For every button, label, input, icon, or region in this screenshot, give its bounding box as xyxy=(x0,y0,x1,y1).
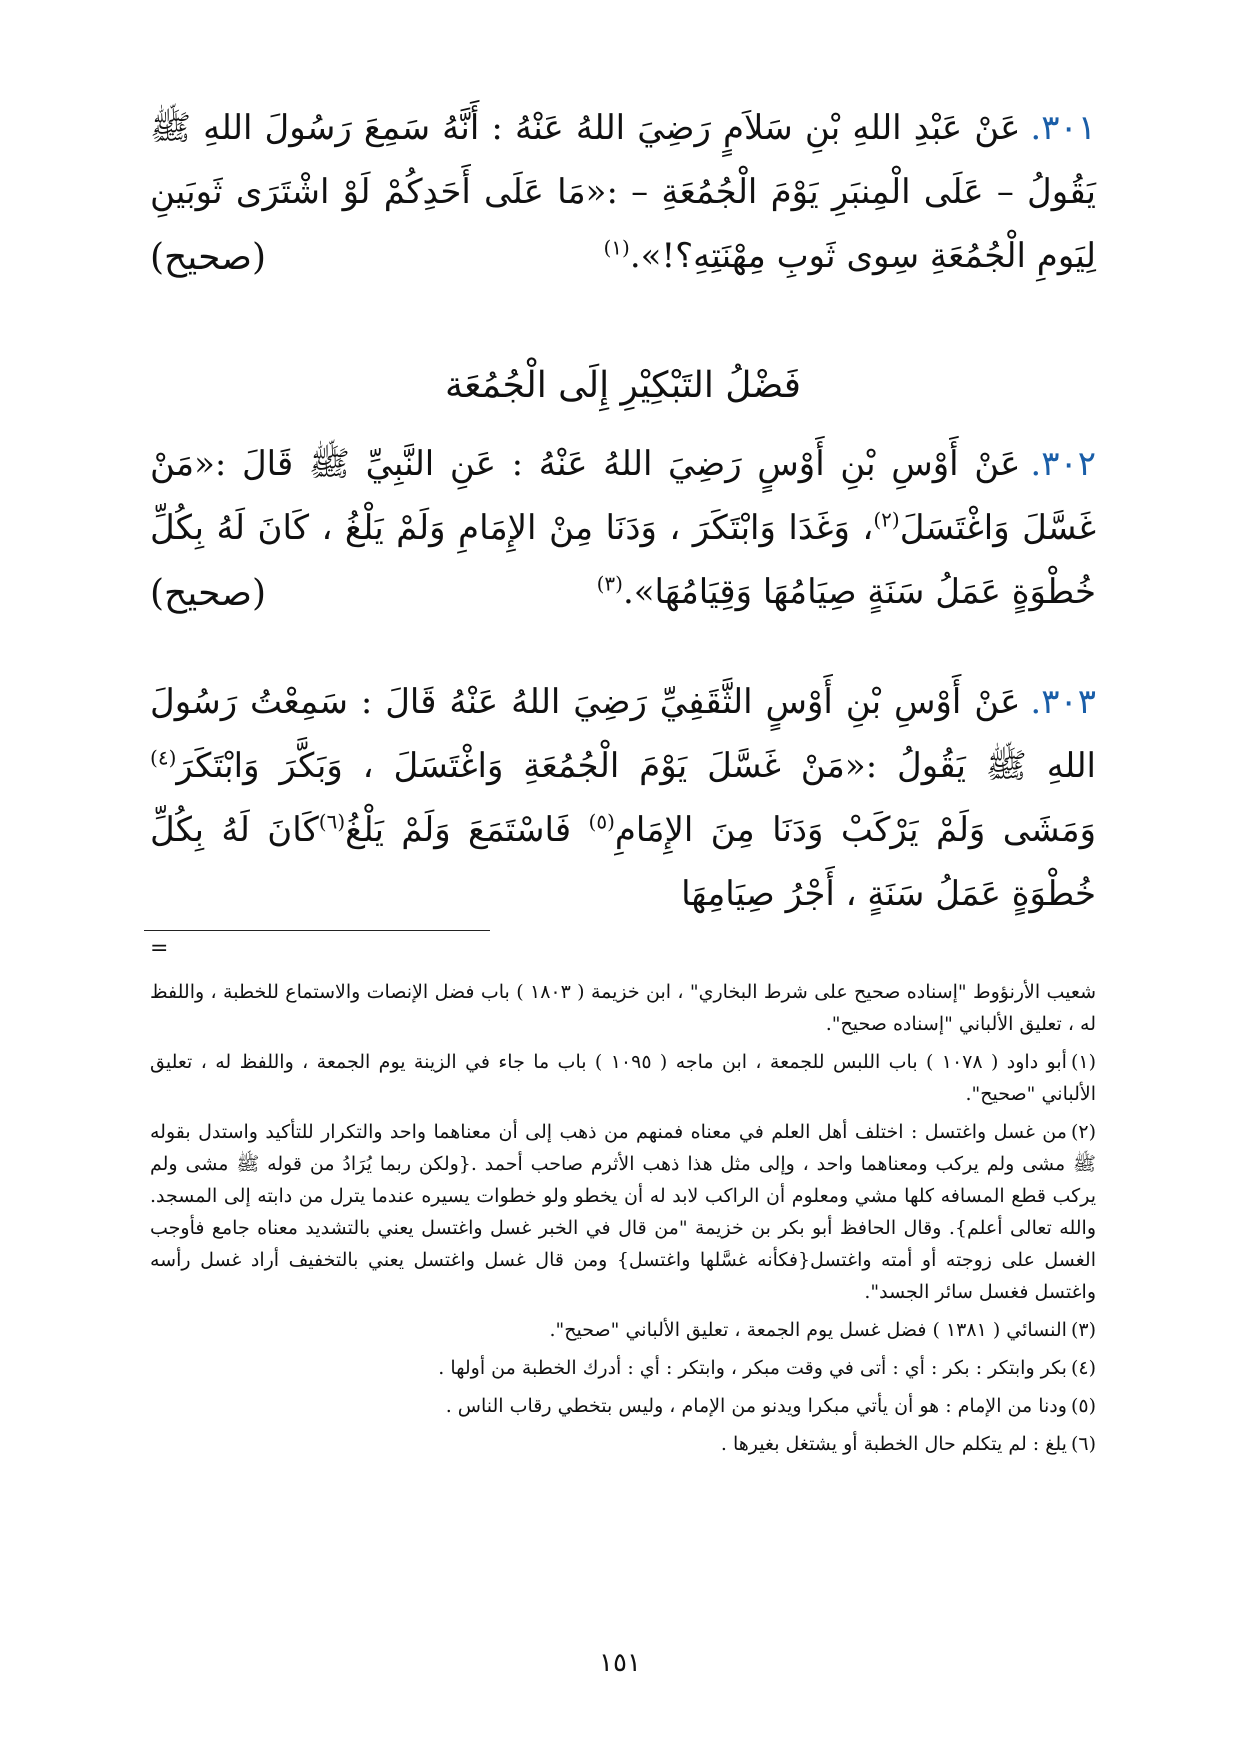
footnote-3 xyxy=(150,1314,1096,1346)
footnote-mark[interactable]: (٥) xyxy=(588,809,615,834)
hadith-text-continued: فَاسْتَمَعَ وَلَمْ يَلْغُ xyxy=(345,810,572,850)
footnote-label: (٥) xyxy=(1070,1395,1096,1417)
footnote-mark[interactable]: (٢) xyxy=(873,507,900,532)
footnote-label: (١) xyxy=(1070,1051,1096,1073)
footnote-mark[interactable]: (٦) xyxy=(318,809,346,834)
grade-label: (صحيح) xyxy=(150,237,266,278)
footnote-mark[interactable]: (٣) xyxy=(596,571,623,596)
footnote-label: (٢) xyxy=(1070,1121,1096,1143)
footnote-text: ودنا من الإمام : هو أن يأتي مبكرا ويدنو من الإمام ، وليس بتخطي رقاب الناس . xyxy=(445,1395,1067,1417)
footnote-2 xyxy=(150,1116,1096,1308)
footnote-text: النسائي ( ١٣٨١ ) فضل غسل يوم الجمعة ، تعليق الألباني "صحيح". xyxy=(549,1319,1067,1341)
hadith-text: عَنْ عَبْدِ اللهِ بْنِ سَلاَمٍ رَضِيَ اللهُ عَنْهُ : أَنَّهُ سَمِعَ رَسُولَ اللهِ ﷺ يَقُولُ – عَلَى الْمِنبَرِ يَوْمَ الْجُمُعَةِ – :«مَا عَلَى أَحَدِكُمْ لَوْ اشْتَرَى ثَوبَينِ لِيَومِ الْجُمُعَةِ سِوى ثَوبِ مِهْنَتِهِ؟!». xyxy=(150,108,1096,276)
footnote-label: (٦) xyxy=(1070,1433,1096,1455)
footnote-6 xyxy=(150,1428,1096,1460)
hadith-text-continued: كَانَ لَهُ بِكُلِّ خُطْوَةٍ عَمَلُ سَنَةٍ ، أَجْرُ صِيَامِهَا xyxy=(150,810,1096,914)
hadith-text: عَنْ أَوْسِ بْنِ أَوْسٍ رَضِيَ اللهُ عَنْهُ : عَنِ النَّبِيِّ ﷺ قَالَ :«مَنْ غَسَّلَ وَاغْتَسَلَ xyxy=(150,444,1096,548)
footnote-text: شعيب الأرنؤوط "إسناده صحيح على شرط البخاري" ، ابن خزيمة ( ١٨٠٣ ) باب فضل الإنصات والاستماع للخطبة ، واللفظ له ، تعليق الألباني "إسناده صحيح". xyxy=(150,981,1096,1035)
footnote-5 xyxy=(150,1390,1096,1422)
footnotes xyxy=(150,976,1096,1466)
footnote-text: من غسل واغتسل : اختلف أهل العلم في معناه فمنهم من ذهب إلى أن معناهما واحد والتكرار للتأكيد واستدل بقوله ﷺ مشى ولم يركب ومعناهما واحد ، وإلى مثل هذا ذهب الأثرم صاحب أحمد .{ولكن ربما يُرَادُ من قوله ﷺ مشى ولم يركب قطع المسافه كلها مشي ومعلوم أن الراكب لابد له أن يخطو ولو خطوات يسيره عندما يترل من دابته إلى المسجد. والله تعالى أعلم}. وقال الحافظ أبو بكر بن خزيمة "من قال في الخبر غسل واغتسل يعني بالتشديد معناه جامع فأوجب الغسل على زوجته أو أمته واغتسل{فكأنه غسَّلها واغتسل} ومن قال غسل واغتسل يعني بالتخفيف أراد غسل رأسه واغتسل فغسل سائر الجسد". xyxy=(150,1121,1097,1303)
hadith-302 xyxy=(150,432,1096,626)
footnote-continued xyxy=(150,976,1096,1040)
footnote-separator xyxy=(144,930,490,931)
footnote-mark[interactable]: (١) xyxy=(603,235,630,260)
hadith-number: ٣٠٣. xyxy=(1030,682,1096,722)
section-heading: فَضْلُ التَبْكِيْرِ إِلَى الْجُمُعَة xyxy=(445,365,801,406)
hadith-text-continued: ، وَغَدَا وَابْتَكَرَ ، وَدَنَا مِنْ الإِمَامِ وَلَمْ يَلْغُ ، كَانَ لَهُ بِكُلِّ خُطْوَةٍ عَمَلُ سَنَةٍ صِيَامُهَا وَقِيَامُهَا». xyxy=(150,508,1096,612)
continuation-mark: = xyxy=(150,936,169,961)
hadith-number: ٣٠٢. xyxy=(1030,444,1096,484)
hadith-303 xyxy=(150,670,1096,926)
hadith-text-continued: وَمَشَى وَلَمْ يَرْكَبْ وَدَنَا مِنَ الإِمَامِ xyxy=(614,810,1096,850)
footnote-1 xyxy=(150,1046,1096,1110)
page-number: ١٥١ xyxy=(599,1648,641,1678)
hadith-301 xyxy=(150,96,1096,290)
grade-label: (صحيح) xyxy=(150,573,266,614)
hadith-text: عَنْ أَوْسِ بْنِ أَوْسٍ الثَّقَفِيِّ رَضِيَ اللهُ عَنْهُ قَالَ : سَمِعْتُ رَسُولَ اللهِ ﷺ يَقُولُ :«مَنْ غَسَّلَ يَوْمَ الْجُمُعَةِ وَاغْتَسَلَ ، وَبَكَّرَ وَابْتَكَرَ xyxy=(150,682,1096,786)
hadith-number: ٣٠١. xyxy=(1030,108,1096,148)
footnote-text: بكر وابتكر : بكر : أي : أتى في وقت مبكر ، وابتكر : أي : أدرك الخطبة من أولها . xyxy=(438,1357,1067,1379)
footnote-label: (٤) xyxy=(1070,1357,1096,1379)
footnote-text: يلغ : لم يتكلم حال الخطبة أو يشتغل بغيرها . xyxy=(720,1433,1067,1455)
footnote-mark[interactable]: (٤) xyxy=(150,745,177,770)
footnote-label: (٣) xyxy=(1070,1319,1096,1341)
footnote-text: أبو داود ( ١٠٧٨ ) باب اللبس للجمعة ، ابن ماجه ( ١٠٩٥ ) باب ما جاء في الزينة يوم الجمعة ، واللفظ له ، تعليق الألباني "صحيح". xyxy=(150,1051,1096,1105)
footnote-4 xyxy=(150,1352,1096,1384)
